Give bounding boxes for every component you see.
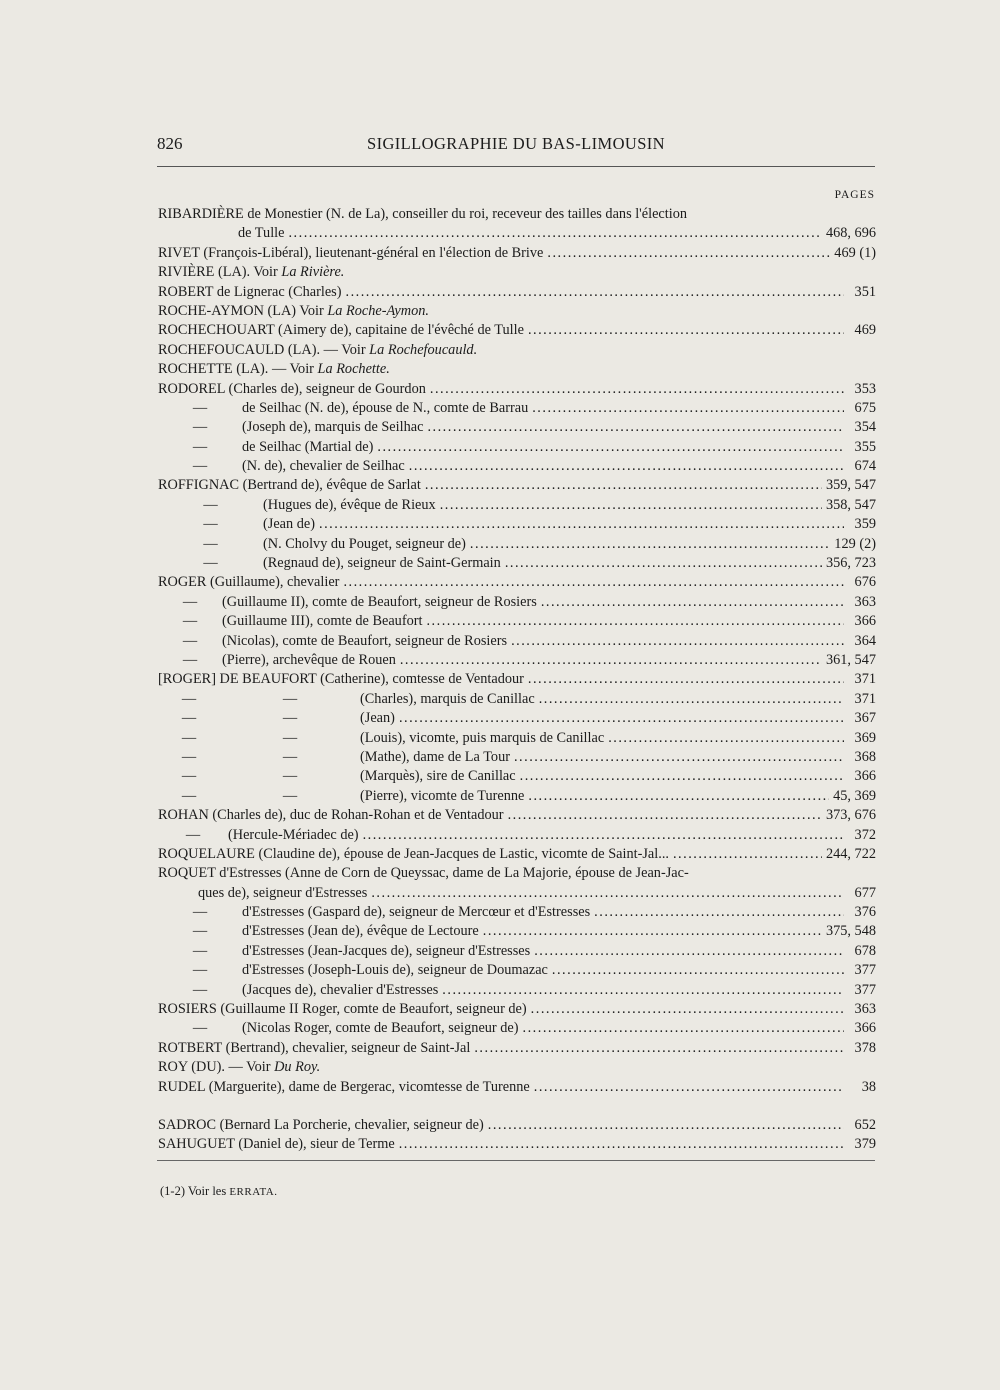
index-entry <box>158 612 876 631</box>
index-entry <box>158 922 876 941</box>
index-entry <box>158 1039 876 1058</box>
ditto-dash: — <box>192 942 208 959</box>
entry-name: de Tulle <box>238 225 285 242</box>
entry-pages: 356, 723 <box>825 555 876 572</box>
entry-pages: 372 <box>854 826 876 843</box>
entry-name: (Pierre), archevêque de Rouen <box>222 651 396 668</box>
entry-name: de Seilhac (Martial de) <box>242 438 374 455</box>
entry-text <box>158 1000 527 1019</box>
entry-name: [ROGER] DE BEAUFORT (Catherine), comtesse de Ventadour <box>158 671 524 688</box>
dot-leader <box>539 690 844 709</box>
dot-leader <box>474 1039 844 1058</box>
entry-text <box>242 438 373 457</box>
entry-pages: 364 <box>854 632 876 649</box>
entry-text <box>222 612 422 631</box>
dot-leader <box>505 554 822 573</box>
dot-leader <box>523 1019 844 1038</box>
ditto-dash: — <box>282 710 298 727</box>
dot-leader <box>425 476 822 495</box>
ditto-dash: — <box>181 729 197 746</box>
entry-pages: 379 <box>854 1136 876 1153</box>
index-entry <box>158 321 876 340</box>
entry-text <box>158 845 669 864</box>
index-entry <box>158 826 876 845</box>
entry-pages: 375, 548 <box>825 923 876 940</box>
index-entry <box>158 302 876 321</box>
entry-text <box>242 981 438 1000</box>
entry-pages: 676 <box>854 574 876 591</box>
dot-leader <box>547 244 830 263</box>
entry-text <box>158 302 429 321</box>
index-entry <box>158 787 876 806</box>
index-entry <box>158 690 876 709</box>
entry-text <box>158 864 689 883</box>
index-entry <box>158 1078 876 1097</box>
entry-name: de Seilhac (N. de), épouse de N., comte de Barrau <box>242 399 529 416</box>
entry-name: ROQUELAURE (Claudine de), épouse de Jean-Jacques de Lastic, vicomte de Saint-Jal... <box>158 845 669 862</box>
index-entry <box>158 903 876 922</box>
ditto-dash: — <box>181 690 197 707</box>
ditto-dash: — <box>181 787 197 804</box>
entry-name: ques de), seigneur d'Estresses <box>198 884 368 901</box>
entry-text <box>360 690 535 709</box>
index-entry <box>158 1000 876 1019</box>
index-entry <box>158 1135 876 1154</box>
dot-leader <box>508 806 822 825</box>
entry-pages: 371 <box>854 690 876 707</box>
ditto-dash: — <box>181 748 197 765</box>
index-entry <box>158 380 876 399</box>
ditto-dash: — <box>203 496 218 513</box>
index-entry <box>158 476 876 495</box>
entry-text <box>158 1058 320 1077</box>
entry-name: ROHAN (Charles de), duc de Rohan-Rohan et de Ventadour <box>158 807 504 824</box>
entry-text <box>228 826 359 845</box>
entry-name: d'Estresses (Gaspard de), seigneur de Mercœur et d'Estresses <box>242 904 591 921</box>
ditto-dash: — <box>192 458 208 475</box>
index-entry <box>158 806 876 825</box>
index-entry <box>158 961 876 980</box>
dot-leader <box>488 1116 844 1135</box>
ditto-dash: — <box>181 710 197 727</box>
entry-text <box>360 767 516 786</box>
entry-name: (Pierre), vicomte de Turenne <box>360 787 525 804</box>
entry-name: (Louis), vicomte, puis marquis de Canillac <box>360 729 605 746</box>
ditto-dash: — <box>282 729 298 746</box>
ditto-dash: — <box>203 516 218 533</box>
dot-leader <box>528 321 844 340</box>
entry-text <box>263 515 315 534</box>
entry-name: (Charles), marquis de Canillac <box>360 690 535 707</box>
ditto-dash: — <box>192 981 208 998</box>
dot-leader <box>427 418 844 437</box>
entry-text <box>158 1078 530 1097</box>
entry-text <box>158 244 543 263</box>
entry-name: RIBARDIÈRE de Monestier (N. de La), conseiller du roi, receveur des tailles dans l'élection <box>158 206 688 222</box>
entry-pages: 359 <box>854 516 876 533</box>
entry-name: (Marquès), sire de Canillac <box>360 768 516 785</box>
entry-text <box>263 496 436 515</box>
index-entry <box>158 341 876 360</box>
dot-leader <box>400 651 822 670</box>
ditto-dash: — <box>282 690 298 707</box>
index-entry <box>158 283 876 302</box>
entry-name: (Nicolas Roger, comte de Beaufort, seigneur de) <box>242 1020 519 1037</box>
entry-pages: 368 <box>854 748 876 765</box>
entry-see-reference: La Rivière. <box>281 264 345 281</box>
index-entry <box>158 632 876 651</box>
index-entries <box>158 205 876 1155</box>
entry-pages: 363 <box>854 593 876 610</box>
entry-pages: 45, 369 <box>833 787 876 804</box>
entry-text <box>158 341 477 360</box>
entry-name: (Nicolas), comte de Beaufort, seigneur de Rosiers <box>222 632 508 649</box>
entry-name: (Regnaud de), seigneur de Saint-Germain <box>263 555 501 572</box>
index-entry <box>158 205 876 224</box>
entry-text <box>238 224 284 243</box>
ditto-dash: — <box>192 438 208 455</box>
dot-leader <box>288 224 821 243</box>
entry-name: ROQUET d'Estresses (Anne de Corn de Queyssac, dame de La Majorie, épouse de Jean-Jac- <box>158 865 689 882</box>
entry-text <box>158 670 524 689</box>
entry-name: ROY (DU). — Voir <box>158 1059 275 1076</box>
ditto-dash: — <box>192 962 208 979</box>
entry-pages: 353 <box>854 380 876 397</box>
entry-name: ROSIERS (Guillaume II Roger, comte de Beaufort, seigneur de) <box>158 1001 527 1018</box>
entry-text <box>360 709 395 728</box>
entry-text <box>158 283 342 302</box>
pages-column-label: PAGES <box>834 189 875 201</box>
entry-text <box>158 806 504 825</box>
dot-leader <box>520 767 844 786</box>
entry-pages: 244, 722 <box>825 845 876 862</box>
ditto-dash: — <box>182 632 198 649</box>
dot-leader <box>346 283 845 302</box>
entry-pages: 366 <box>854 613 876 630</box>
entry-name: SAHUGUET (Daniel de), sieur de Terme <box>158 1136 395 1153</box>
entry-pages: 469 (1) <box>834 244 876 261</box>
entry-text <box>242 457 405 476</box>
index-entry <box>158 515 876 534</box>
index-entry <box>158 845 876 864</box>
index-entry <box>158 535 876 554</box>
index-entry <box>158 729 876 748</box>
ditto-dash: — <box>182 651 198 668</box>
dot-leader <box>514 748 844 767</box>
entry-name: ROTBERT (Bertrand), chevalier, seigneur de Saint-Jal <box>158 1039 471 1056</box>
entry-name: ROGER (Guillaume), chevalier <box>158 574 340 591</box>
entry-see-reference: Du Roy. <box>274 1059 321 1076</box>
entry-name: (Jacques de), chevalier d'Estresses <box>242 981 439 998</box>
ditto-dash: — <box>282 787 298 804</box>
entry-pages: 366 <box>854 768 876 785</box>
entry-pages: 351 <box>854 283 876 300</box>
entry-text <box>158 476 421 495</box>
entry-name: (Mathe), dame de La Tour <box>360 748 510 765</box>
dot-leader <box>371 884 844 903</box>
entry-text <box>222 593 537 612</box>
entry-text <box>158 360 390 379</box>
ditto-dash: — <box>182 613 198 630</box>
ditto-dash: — <box>192 904 208 921</box>
dot-leader <box>399 1135 844 1154</box>
ditto-dash: — <box>192 1020 208 1037</box>
entry-name: (Guillaume II), comte de Beaufort, seigneur de Rosiers <box>222 593 537 610</box>
entry-name: ROCHEFOUCAULD (LA). — Voir <box>158 341 370 358</box>
entry-text <box>242 418 423 437</box>
dot-leader <box>594 903 844 922</box>
footnote-text: (1-2) Voir les <box>160 1184 230 1198</box>
dot-leader <box>531 1000 844 1019</box>
index-entry <box>158 554 876 573</box>
entry-name: ROCHE-AYMON (LA) Voir <box>158 302 328 319</box>
entry-name: ROCHETTE (LA). — Voir <box>158 361 318 378</box>
entry-name: (N. de), chevalier de Seilhac <box>242 458 405 475</box>
index-entry <box>158 670 876 689</box>
footnote <box>160 1184 277 1199</box>
entry-name: (Hugues de), évêque de Rieux <box>263 496 436 513</box>
dot-leader <box>442 981 844 1000</box>
index-entry <box>158 651 876 670</box>
entry-pages: 354 <box>854 419 876 436</box>
index-entry <box>158 884 876 903</box>
entry-text <box>242 942 530 961</box>
entry-pages: 376 <box>854 904 876 921</box>
dot-leader <box>399 709 844 728</box>
entry-name: d'Estresses (Jean-Jacques de), seigneur d'Estresses <box>242 942 531 959</box>
dot-leader <box>511 632 844 651</box>
ditto-dash: — <box>192 419 208 436</box>
dot-leader <box>532 399 844 418</box>
entry-name: d'Estresses (Joseph-Louis de), seigneur de Doumazac <box>242 962 548 979</box>
ditto-dash: — <box>192 923 208 940</box>
entry-text <box>158 263 344 282</box>
entry-pages: 468, 696 <box>825 225 876 242</box>
entry-text <box>263 535 466 554</box>
page-header <box>157 134 875 156</box>
entry-name: RIVIÈRE (LA). Voir <box>158 264 282 281</box>
footnote-errata: ERRATA. <box>229 1186 278 1198</box>
dot-leader <box>343 573 844 592</box>
ditto-dash: — <box>182 593 198 610</box>
dot-leader <box>319 515 844 534</box>
entry-text <box>360 787 524 806</box>
entry-text <box>222 632 507 651</box>
entry-text <box>158 573 339 592</box>
index-entry <box>158 263 876 282</box>
entry-name: (Jean de) <box>263 516 315 533</box>
dot-leader <box>534 1078 844 1097</box>
entry-name: (Guillaume III), comte de Beaufort <box>222 613 423 630</box>
entry-pages: 371 <box>854 671 876 688</box>
index-entry <box>158 496 876 515</box>
entry-text <box>158 380 426 399</box>
index-entry <box>158 1019 876 1038</box>
index-entry <box>158 399 876 418</box>
dot-leader <box>608 729 844 748</box>
ditto-dash: — <box>282 768 298 785</box>
entry-name: ROCHECHOUART (Aimery de), capitaine de l'évêché de Tulle <box>158 322 524 339</box>
entry-pages: 378 <box>854 1039 876 1056</box>
index-entry <box>158 942 876 961</box>
entry-text <box>360 729 604 748</box>
entry-text <box>242 922 479 941</box>
entry-pages: 359, 547 <box>825 477 876 494</box>
index-entry <box>158 1116 876 1135</box>
entry-text <box>222 651 396 670</box>
entry-text <box>242 903 590 922</box>
entry-name: (N. Cholvy du Pouget, seigneur de) <box>263 535 466 552</box>
entry-pages: 355 <box>854 438 876 455</box>
entry-pages: 469 <box>854 322 876 339</box>
entry-pages: 129 (2) <box>834 535 876 552</box>
entry-pages: 675 <box>854 399 876 416</box>
running-title: SIGILLOGRAPHIE DU BAS-LIMOUSIN <box>367 134 665 153</box>
ditto-dash: — <box>181 768 197 785</box>
index-entry <box>158 418 876 437</box>
entry-text <box>158 205 687 224</box>
entry-pages: 361, 547 <box>825 651 876 668</box>
index-entry <box>158 981 876 1000</box>
dot-leader <box>552 961 844 980</box>
entry-name: ROBERT de Lignerac (Charles) <box>158 283 342 300</box>
header-rule <box>157 166 875 167</box>
entry-text <box>242 399 528 418</box>
entry-name: (Joseph de), marquis de Seilhac <box>242 419 424 436</box>
index-entry <box>158 244 876 263</box>
index-entry <box>158 360 876 379</box>
entry-see-reference: La Rochette. <box>317 361 390 378</box>
entry-name: (Jean) <box>360 710 395 727</box>
entry-pages: 363 <box>854 1001 876 1018</box>
dot-leader <box>673 845 822 864</box>
index-entry <box>158 438 876 457</box>
index-entry <box>158 224 876 243</box>
entry-name: SADROC (Bernard La Porcherie, chevalier, seigneur de) <box>158 1116 484 1133</box>
footnote-rule <box>157 1160 875 1161</box>
entry-pages: 677 <box>854 884 876 901</box>
entry-see-reference: La Roche-Aymon. <box>327 302 429 319</box>
entry-pages: 366 <box>854 1020 876 1037</box>
entry-text <box>158 1039 470 1058</box>
entry-text <box>263 554 501 573</box>
entry-name: RUDEL (Marguerite), dame de Bergerac, vicomtesse de Turenne <box>158 1078 530 1095</box>
entry-text <box>242 1019 519 1038</box>
dot-leader <box>426 612 844 631</box>
entry-pages: 38 <box>861 1078 876 1095</box>
dot-leader <box>430 380 844 399</box>
dot-leader <box>534 942 844 961</box>
dot-leader <box>483 922 822 941</box>
entry-name: RIVET (François-Libéral), lieutenant-général en l'élection de Brive <box>158 244 544 261</box>
dot-leader <box>528 670 844 689</box>
dot-leader <box>470 535 830 554</box>
ditto-dash: — <box>185 826 201 843</box>
entry-pages: 678 <box>854 942 876 959</box>
index-entry <box>158 709 876 728</box>
page-number: 826 <box>157 134 183 153</box>
entry-pages: 373, 676 <box>825 807 876 824</box>
entry-text <box>158 1116 484 1135</box>
index-entry <box>158 864 876 883</box>
ditto-dash: — <box>203 555 218 572</box>
entry-pages: 652 <box>854 1116 876 1133</box>
entry-pages: 369 <box>854 729 876 746</box>
dot-leader <box>409 457 844 476</box>
entry-text <box>360 748 510 767</box>
entry-pages: 377 <box>854 962 876 979</box>
entry-name: d'Estresses (Jean de), évêque de Lectoure <box>242 923 479 940</box>
entry-name: ROFFIGNAC (Bertrand de), évêque de Sarlat <box>158 477 421 494</box>
ditto-dash: — <box>203 535 218 552</box>
entry-name: RODOREL (Charles de), seigneur de Gourdon <box>158 380 426 397</box>
entry-text <box>198 884 367 903</box>
entry-pages: 358, 547 <box>825 496 876 513</box>
dot-leader <box>363 826 844 845</box>
entry-pages: 674 <box>854 458 876 475</box>
entry-see-reference: La Rochefoucauld. <box>369 341 478 358</box>
entry-text <box>158 1135 395 1154</box>
dot-leader <box>440 496 822 515</box>
index-entry <box>158 573 876 592</box>
dot-leader <box>528 787 829 806</box>
entry-name: (Hercule-Mériadec de) <box>228 826 359 843</box>
ditto-dash: — <box>282 748 298 765</box>
entry-text <box>242 961 548 980</box>
index-entry <box>158 1058 876 1077</box>
index-entry <box>158 748 876 767</box>
ditto-dash: — <box>192 399 208 416</box>
entry-pages: 377 <box>854 981 876 998</box>
dot-leader <box>541 593 844 612</box>
dot-leader <box>377 438 844 457</box>
index-entry <box>158 457 876 476</box>
entry-text <box>158 321 524 340</box>
index-entry <box>158 767 876 786</box>
entry-pages: 367 <box>854 710 876 727</box>
index-entry <box>158 593 876 612</box>
